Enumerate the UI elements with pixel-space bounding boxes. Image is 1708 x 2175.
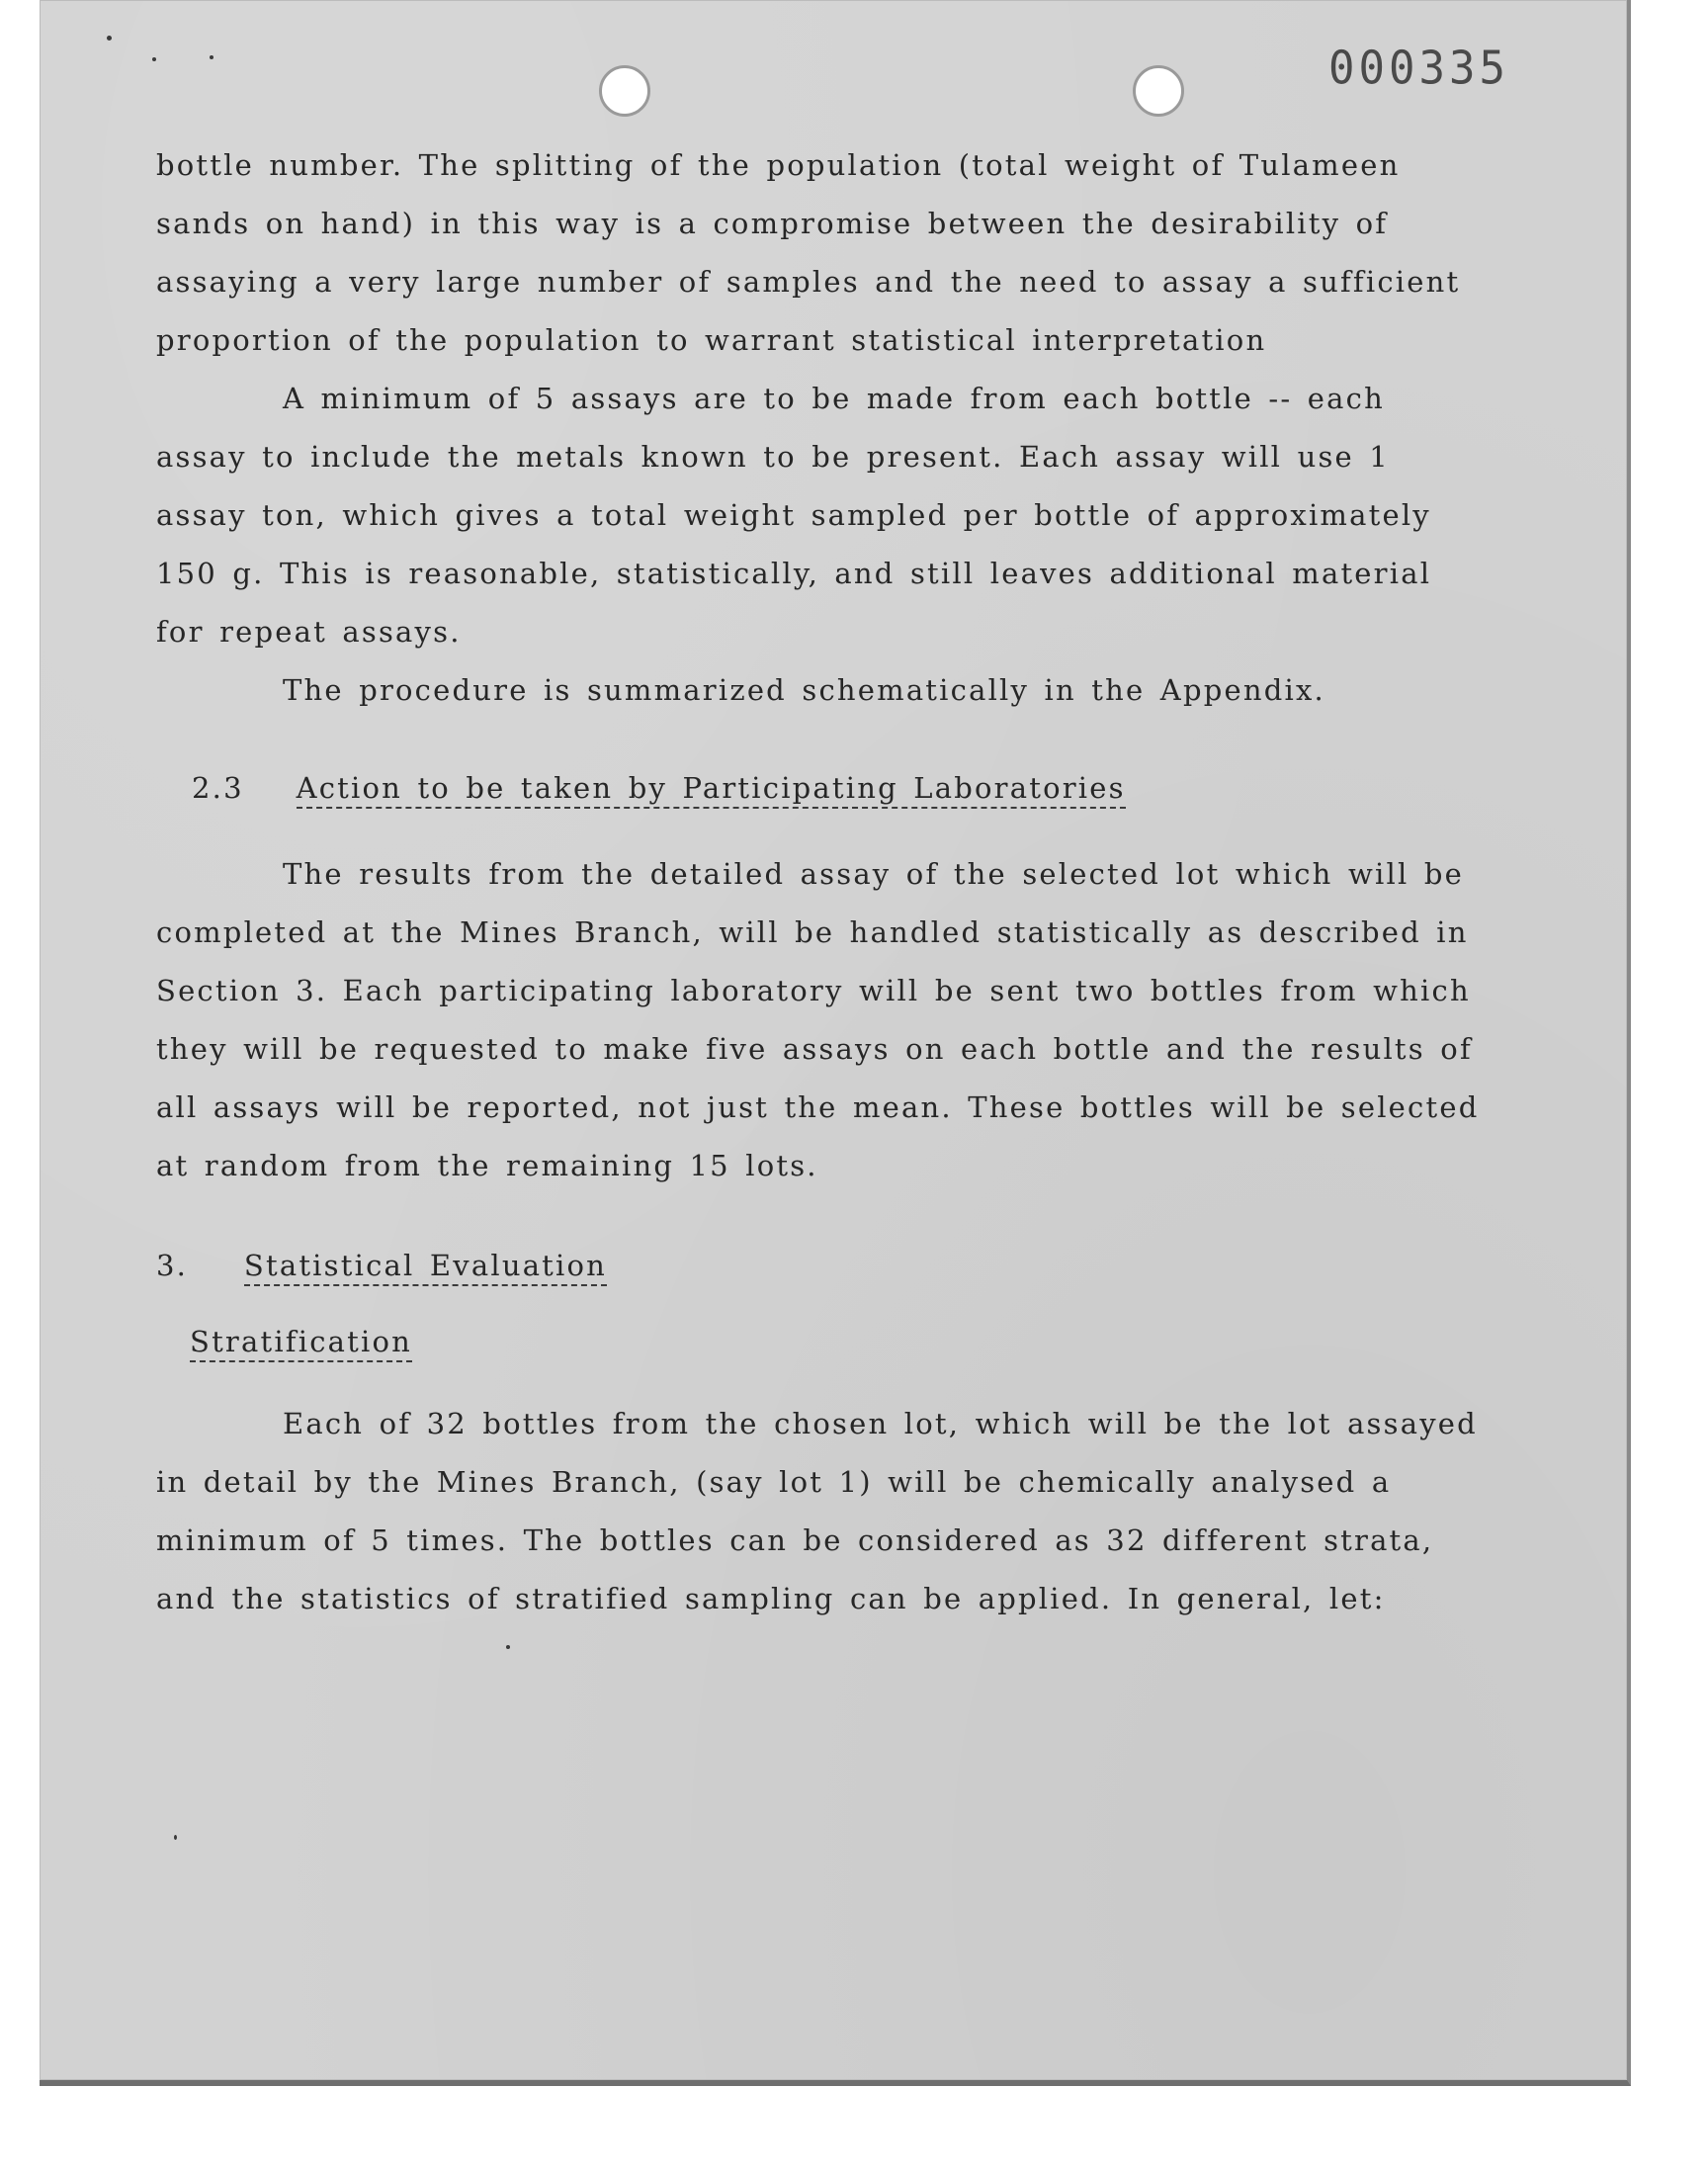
text-line: assay ton, which gives a total weight sampled per bottle of approximately xyxy=(156,498,1431,532)
scan-speck xyxy=(506,1645,510,1649)
subsection-heading-stratification xyxy=(156,1313,1520,1371)
binder-hole-left xyxy=(599,65,650,117)
section-number: 2.3 xyxy=(192,771,244,805)
text-line: and the statistics of stratified sampling can be applied. In general, let: xyxy=(156,1582,1386,1615)
text-line: all assays will be reported, not just the mean. These bottles will be selected xyxy=(156,1090,1480,1124)
text-line: The results from the detailed assay of the selected lot which will be xyxy=(283,857,1464,891)
text-line: Each of 32 bottles from the chosen lot, which will be the lot assayed xyxy=(283,1407,1478,1440)
binder-hole-right xyxy=(1133,65,1184,117)
text-line: minimum of 5 times. The bottles can be considered as 32 different strata, xyxy=(156,1523,1434,1557)
text-line: 150 g. This is reasonable, statistically, and still leaves additional material xyxy=(156,557,1432,590)
text-line: Section 3. Each participating laboratory will be sent two bottles from which xyxy=(156,974,1471,1007)
text-line: sands on hand) in this way is a compromise between the desirability of xyxy=(156,207,1389,240)
text-line: assay to include the metals known to be present. Each assay will use 1 xyxy=(156,440,1390,474)
text-line: bottle number. The splitting of the population (total weight of Tulameen xyxy=(156,148,1401,182)
section-title: Statistical Evaluation xyxy=(244,1247,607,1286)
section-heading-3 xyxy=(156,1237,1520,1295)
text-line: A minimum of 5 assays are to be made from each bottle -- each xyxy=(283,382,1385,415)
scan-speck xyxy=(107,36,112,41)
document-page xyxy=(40,0,1631,2086)
section-title: Action to be taken by Participating Laboratories xyxy=(297,769,1126,809)
text-line: completed at the Mines Branch, will be handled statistically as described in xyxy=(156,915,1469,949)
text-line: The procedure is summarized schematically in the Appendix. xyxy=(283,673,1325,707)
page-number: 000335 xyxy=(1328,42,1509,96)
section-heading-2-3 xyxy=(156,759,1520,818)
scan-speck xyxy=(174,1835,177,1840)
text-line: proportion of the population to warrant statistical interpretation xyxy=(156,323,1267,357)
text-line: at random from the remaining 15 lots. xyxy=(156,1149,818,1182)
subsection-title: Stratification xyxy=(190,1323,412,1362)
text-line: in detail by the Mines Branch, (say lot 1) will be chemically analysed a xyxy=(156,1465,1392,1499)
body-text xyxy=(156,136,1520,1628)
section-number: 3. xyxy=(156,1249,189,1282)
scan-speck xyxy=(210,55,214,59)
text-line: they will be requested to make five assays on each bottle and the results of xyxy=(156,1032,1473,1066)
scan-speck xyxy=(152,57,156,61)
text-line: assaying a very large number of samples and the need to assay a sufficient xyxy=(156,265,1461,299)
text-line: for repeat assays. xyxy=(156,615,462,649)
